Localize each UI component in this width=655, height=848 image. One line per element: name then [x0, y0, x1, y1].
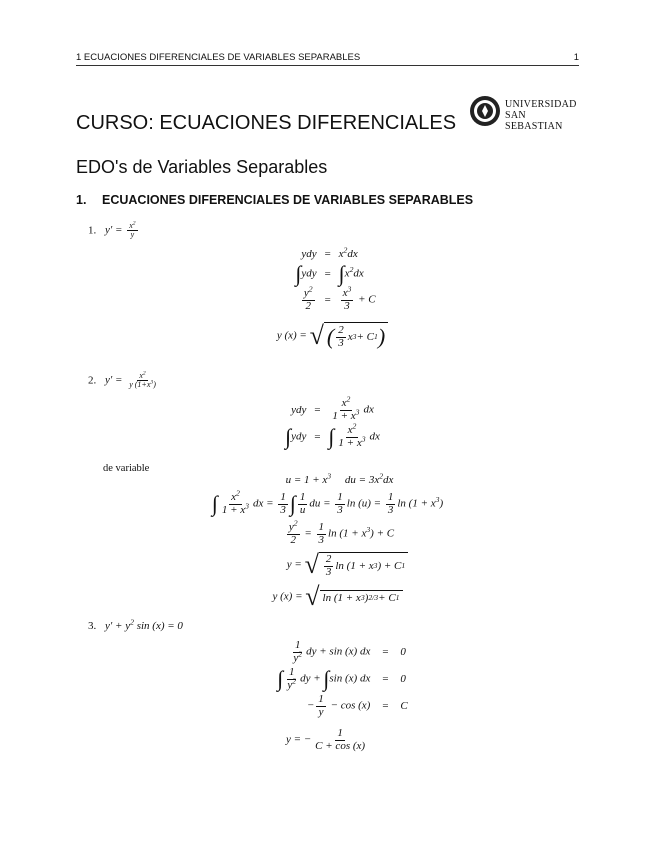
page-number: 1: [573, 52, 579, 63]
logo-line-2: SAN SEBASTIAN: [505, 110, 563, 132]
university-logo: [469, 95, 581, 132]
problem-2-statement: 2. y′ = $\frac{x^2}{y (1+x^3)}$: [88, 370, 156, 390]
problem-3-derivation: $\frac{1}{y^2}$ dy + sin (x) dx = 0 ∫ $\frac{1}{y^2}$ dy + ∫sin (x) dx = 0 − $\frac{1}{y}$ − cos (x) = C y = − $\frac{1}{C + \cos (x)}$: [277, 639, 408, 752]
problem-1-derivation: ydy = $x^2dx$ ∫ydy = $\int x^2dx$ $\frac{y^2}{2}$ = $\frac{x^3}{3}$ + C y (x) = √ ( $\frac{2}{3}$ x 3 + C 1 ): [0, 248, 655, 350]
problem-3-statement: 3. $y' + y^2$ sin (x) = 0: [88, 617, 183, 632]
change-of-variable-note: de variable: [103, 463, 150, 474]
section-number: 1.: [76, 193, 87, 207]
problem-2-label: 2.: [88, 374, 97, 387]
section-heading: [76, 193, 473, 207]
logo-line-1: UNIVERSIDAD: [505, 99, 577, 110]
page-title: CURSO: ECUACIONES DIFERENCIALES: [76, 112, 457, 134]
section-title: ECUACIONES DIFERENCIALES DE VARIABLES SEPARABLES: [102, 193, 474, 207]
page-subtitle: EDO's de Variables Separables: [76, 157, 328, 177]
problem-3-label: 3.: [88, 620, 97, 632]
problem-2-substitution: $u = 1 + x^3$ du = $3x^2dx$ ∫ $\frac{x^2}{1 + x^3}$ dx = $\frac{1}{3}$ ∫ $\frac{1}{u}$ du = $\frac{1}{3}$ ln (u) = $\frac{1}{3}$ $\ln (1 + x^3)$ $\frac{y^2}{2}$ = $\frac{1}{3}$ $\ln (1 + x^3) + C$ y = √ $\frac{2}{3}$ ln (1 + x 3 ) + C 1 y (x) = √ ln (1 + x 3 ) 2/3 + C 1: [211, 471, 444, 612]
running-header: [76, 52, 579, 66]
problem-2-derivation: ydy = $\frac{x^2}{1 + x^3}$ dx ∫ydy = ∫ $\frac{x^2}{1 + x^3}$ dx: [285, 394, 380, 450]
problem-1-statement: 1. y′ = $\frac{x^2}{y}$: [88, 220, 136, 240]
university-seal-icon: [469, 95, 501, 127]
problem-1-label: 1.: [88, 224, 97, 237]
running-title: 1 ECUACIONES DIFERENCIALES DE VARIABLES SEPARABLES: [76, 52, 361, 63]
